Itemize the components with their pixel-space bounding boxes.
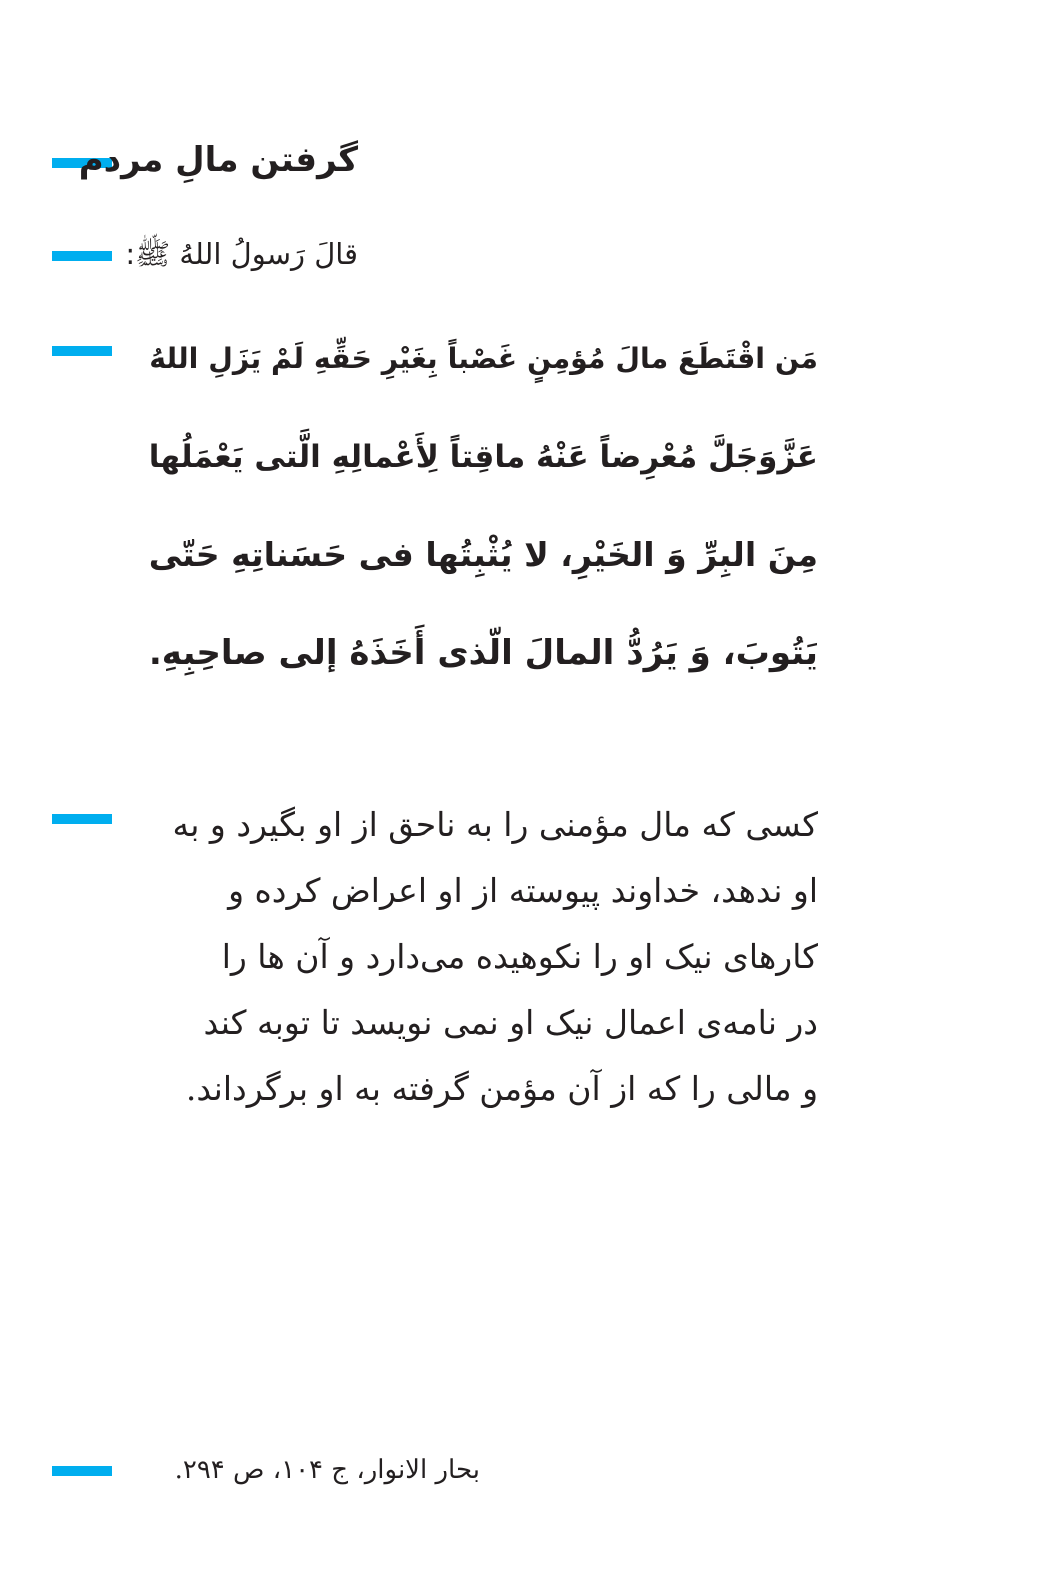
page-title: گرفتن مالِ مردم: [78, 140, 358, 180]
source-marker: [52, 1466, 112, 1476]
hadith-line: مِنَ البِرِّ وَ الخَيْرِ، لا يُثْبِتُها فى حَسَناتِهِ حَتّى: [148, 535, 818, 574]
translation-line: کارهای نیک او را نکوهیده می‌دارد و آن ها را: [221, 937, 818, 976]
translation-line: او ندهد، خداوند پیوسته از او اعراض کرده و: [228, 871, 818, 910]
hadith-marker: [52, 346, 112, 356]
hadith-text: [135, 310, 818, 702]
hadith-line: مَن اقْتَطَعَ مالَ مُؤمِنٍ غَصْباً بِغَيْرِ حَقِّهِ لَمْ يَزَلِ اللهُ: [149, 342, 818, 375]
hadith-line: عَزَّوَجَلَّ مُعْرِضاً عَنْهُ ماقِتاً لِأَعْمالِهِ الَّتى يَعْمَلُها: [148, 439, 818, 475]
translation-marker: [52, 814, 112, 824]
translation-line: کسی که مال مؤمنی را به ناحق از او بگیرد و به: [172, 805, 818, 844]
source-citation: بحار الانوار، ج ۱۰۴، ص ۲۹۴.: [174, 1455, 480, 1485]
translation-text: [135, 792, 818, 1122]
translation-line: و مالی را که از آن مؤمن گرفته به او برگرداند.: [185, 1069, 818, 1108]
hadith-line: يَتُوبَ، وَ يَرُدُّ المالَ الّذى أَخَذَهُ إلى صاحِبِهِ.: [148, 633, 818, 673]
narrator-marker: [52, 251, 112, 261]
translation-line: در نامه‌ی اعمال نیک او نمی نویسد تا توبه کند: [203, 1003, 818, 1042]
hadith-narrator: قالَ رَسولُ اللهُ ﷺ:: [125, 237, 358, 271]
